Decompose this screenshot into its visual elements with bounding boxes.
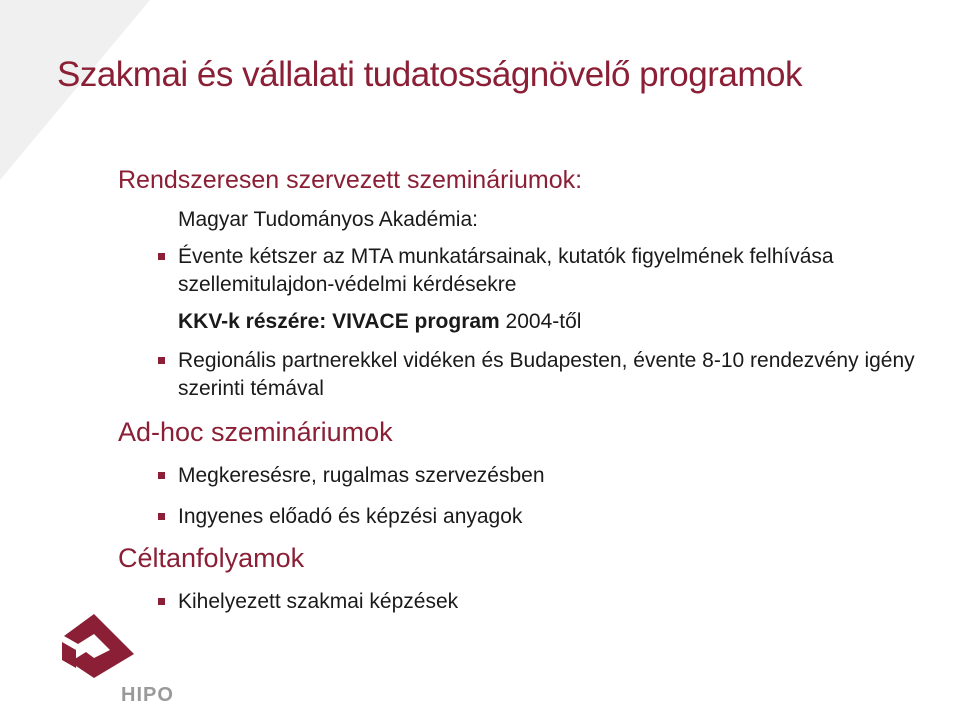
list-item — [178, 243, 948, 299]
square-bullet-icon — [158, 357, 165, 364]
bullet-text: Ingyenes előadó és képzési anyagok — [178, 505, 523, 528]
section-heading-courses: Céltanfolyamok — [118, 543, 305, 573]
kkv-label-bold: KKV-k részére: VIVACE program — [178, 310, 500, 333]
kkv-label-rest: 2004-től — [499, 310, 582, 333]
slide-title: Szakmai és vállalati tudatosságnövelő programok — [57, 55, 802, 94]
mta-label: Magyar Tudományos Akadémia: — [178, 208, 478, 231]
bullet-text: Évente kétszer az MTA munkatársainak, kutatók figyelmének felhívása szellemitulajdon-védelmi kérdésekre — [178, 245, 834, 296]
section-heading-adhoc: Ad-hoc szemináriumok — [118, 417, 393, 447]
bullet-text: Megkeresésre, rugalmas szervezésben — [178, 464, 545, 487]
square-bullet-icon — [158, 472, 165, 479]
list-item — [178, 462, 948, 490]
list-item — [178, 503, 948, 531]
square-bullet-icon — [158, 598, 165, 605]
bullet-text: Regionális partnerekkel vidéken és Budapesten, évente 8-10 rendezvény igény szerinti témával — [178, 349, 915, 400]
bullet-text: Kihelyezett szakmai képzések — [178, 590, 459, 613]
square-bullet-icon — [158, 253, 165, 260]
list-item — [178, 588, 948, 616]
logo-text: HIPO — [121, 684, 174, 706]
slide-content — [118, 163, 948, 616]
square-bullet-icon — [158, 513, 165, 520]
kkv-label — [178, 308, 948, 335]
section-heading-regular-seminars: Rendszeresen szervezett szemináriumok: — [118, 166, 583, 194]
hipo-logo-icon — [56, 612, 136, 682]
list-item — [178, 347, 948, 403]
